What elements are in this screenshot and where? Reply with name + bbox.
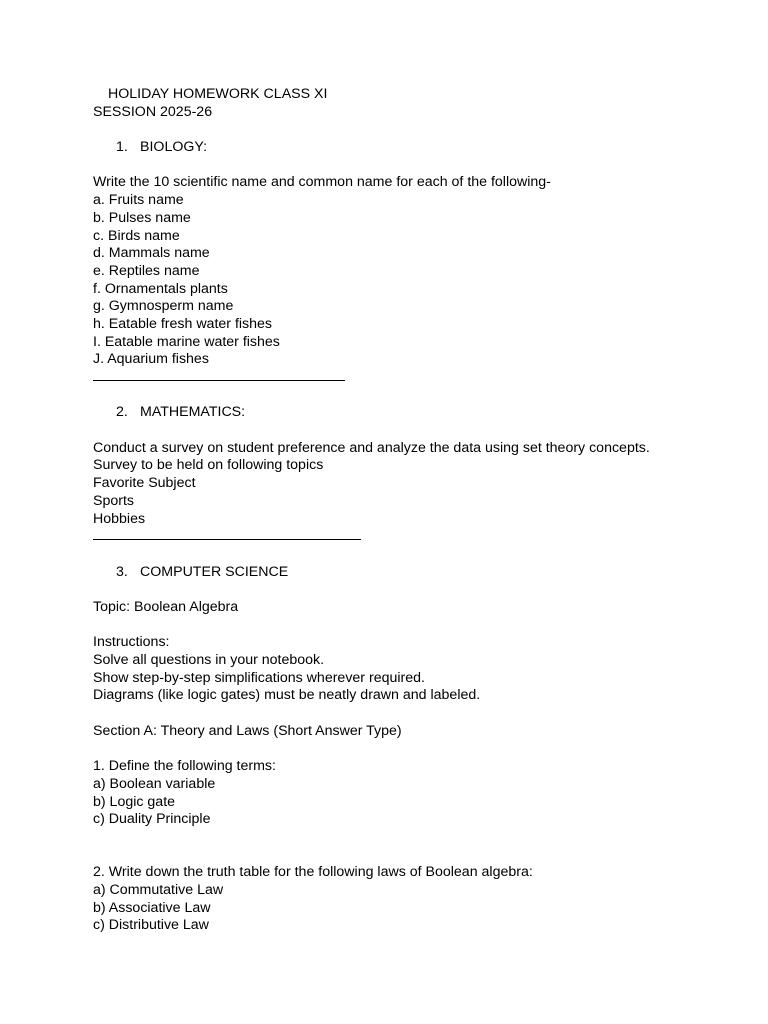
spacer: [93, 617, 733, 635]
section-a-heading: Section A: Theory and Laws (Short Answer Type): [93, 722, 402, 739]
question-part: a) Boolean variable: [93, 775, 216, 792]
list-item: a. Fruits name: [93, 192, 184, 209]
session-label: SESSION 2025-26: [93, 103, 213, 120]
section-title: BIOLOGY:: [140, 139, 208, 156]
section-number: 3.: [116, 563, 128, 580]
spacer: [93, 829, 733, 847]
document-page: [93, 86, 733, 935]
question-part: c) Distributive Law: [93, 917, 209, 934]
list-item: Sports: [93, 492, 135, 509]
section-heading-computer-science: [93, 564, 733, 582]
question-part: b) Associative Law: [93, 899, 211, 916]
list-item: c. Birds name: [93, 227, 180, 244]
list-item: Favorite Subject: [93, 475, 196, 492]
section-title: COMPUTER SCIENCE: [140, 563, 289, 580]
question-part: c) Duality Principle: [93, 811, 211, 828]
document-title: HOLIDAY HOMEWORK CLASS XI: [108, 86, 328, 102]
question-2: 2. Write down the truth table for the following laws of Boolean algebra:: [93, 864, 533, 881]
list-item: f. Ornamentals plants: [93, 280, 228, 297]
section-heading-mathematics: [93, 404, 733, 422]
spacer: [93, 387, 733, 405]
instruction-item: Show step-by-step simplifications wherever required.: [93, 669, 425, 686]
biology-instruction: Write the 10 scientific name and common name for each of the following-: [93, 174, 551, 191]
spacer: [93, 705, 733, 723]
list-item: J. Aquarium fishes: [93, 351, 209, 368]
survey-topics-intro: Survey to be held on following topics: [93, 457, 324, 474]
list-item: g. Gymnosperm name: [93, 298, 234, 315]
instructions-heading: Instructions:: [93, 634, 170, 651]
section-number: 2.: [116, 404, 128, 421]
list-item: Hobbies: [93, 510, 146, 527]
instruction-item: Solve all questions in your notebook.: [93, 652, 325, 668]
spacer: [93, 581, 733, 599]
question-1: 1. Define the following terms:: [93, 758, 276, 775]
spacer: [93, 422, 733, 440]
section-title: MATHEMATICS:: [140, 404, 246, 421]
list-item: d. Mammals name: [93, 245, 210, 262]
spacer: [93, 847, 733, 865]
spacer: [93, 121, 733, 139]
mathematics-instruction: Conduct a survey on student preference and analyze the data using set theory concepts.: [93, 439, 650, 456]
topic-label: Topic: Boolean Algebra: [93, 598, 239, 615]
section-number: 1.: [116, 139, 128, 156]
section-heading-biology: [93, 139, 733, 157]
question-part: a) Commutative Law: [93, 881, 224, 898]
spacer: [93, 740, 733, 758]
section-divider: [93, 369, 733, 387]
list-item: I. Eatable marine water fishes: [93, 333, 280, 350]
spacer: [93, 546, 733, 564]
list-item: h. Eatable fresh water fishes: [93, 315, 273, 332]
instruction-item: Diagrams (like logic gates) must be neatly drawn and labeled.: [93, 687, 481, 704]
list-item: b. Pulses name: [93, 209, 191, 226]
spacer: [93, 157, 733, 175]
section-divider: [93, 528, 733, 546]
list-item: e. Reptiles name: [93, 262, 200, 279]
question-part: b) Logic gate: [93, 793, 176, 810]
